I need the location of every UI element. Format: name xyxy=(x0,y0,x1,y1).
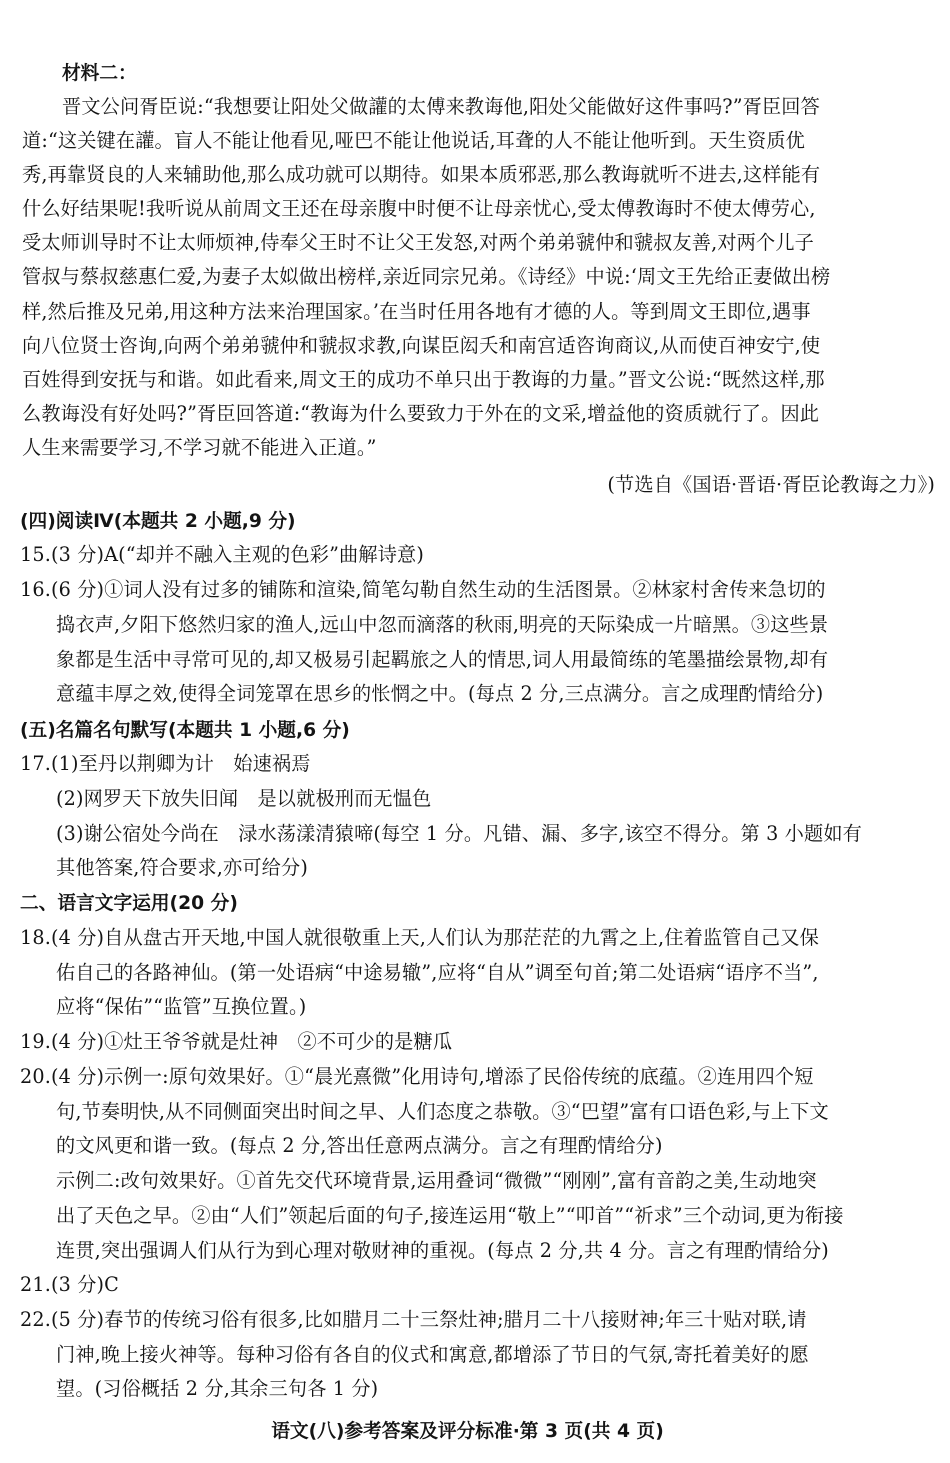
section-5-heading: (五)名篇名句默写(本题共 1 小题,6 分) xyxy=(20,719,350,741)
answer-17-line: (3)谢公宿处今尚在 渌水荡漾清猿啼(每空 1 分。凡错、漏、多字,该空不得分。第 3 小题如有 xyxy=(56,822,862,845)
material-2-line: 道:“这关键在讙。盲人不能让他看见,哑巴不能让他说话,耳聋的人不能让他听到。天生资质优 xyxy=(22,129,805,152)
answer-15: 15.(3 分)A(“却并不融入主观的色彩”曲解诗意) xyxy=(20,543,425,566)
answer-17-line: 其他答案,符合要求,亦可给分) xyxy=(56,856,308,879)
material-2-line: 百姓得到安抚与和谐。如此看来,周文王的成功不单只出于教诲的力量。”晋文公说:“既然这样,那 xyxy=(22,368,825,391)
page-footer: 语文(八)参考答案及评分标准·第 3 页(共 4 页) xyxy=(271,1420,664,1442)
answer-16-line: 象都是生活中寻常可见的,却又极易引起羁旅之人的情思,词人用最简练的笔墨描绘景物,却有 xyxy=(56,648,829,671)
answer-20-line: 20.(4 分)示例一:原句效果好。①“晨光熹微”化用诗句,增添了民俗传统的底蕴。②连用四个短 xyxy=(20,1065,814,1088)
answer-20-line: 出了天色之早。②由“人们”领起后面的句子,接连运用“敬上”“叩首”“祈求”三个动词,更为衔接 xyxy=(56,1204,844,1227)
answer-20-line: 连贯,突出强调人们从行为到心理对敬财神的重视。(每点 2 分,共 4 分。言之有理酌情给分) xyxy=(56,1239,829,1262)
material-2-line: 向八位贤士咨询,向两个弟弟虢仲和虢叔求教,向谋臣闳夭和南宫适咨询商议,从而使百神安宁,使 xyxy=(22,334,821,357)
answer-16-line: 意蕴丰厚之效,使得全词笼罩在思乡的怅惘之中。(每点 2 分,三点满分。言之成理酌情给分) xyxy=(56,682,824,705)
part-2-heading: 二、语言文字运用(20 分) xyxy=(20,892,238,914)
answer-21: 21.(3 分)C xyxy=(20,1273,119,1296)
section-4-heading: (四)阅读Ⅳ(本题共 2 小题,9 分) xyxy=(20,510,296,532)
material-2-line: 秀,再靠贤良的人来辅助他,那么成功就可以期待。如果本质邪恶,那么教诲就听不进去,这样能有 xyxy=(22,163,821,186)
answer-18-line: 佑自己的各路神仙。(第一处语病“中途易辙”,应将“自从”调至句首;第二处语病“语序不当”, xyxy=(56,961,819,984)
answer-20-line: 示例二:改句效果好。①首先交代环境背景,运用叠词“微微”“刚刚”,富有音韵之美,生动地突 xyxy=(56,1169,817,1192)
answer-17-line: 17.(1)至丹以荆卿为计 始速祸焉 xyxy=(20,752,311,775)
material-2-line: 受太师训导时不让太师烦神,侍奉父王时不让父王发怒,对两个弟弟虢仲和虢叔友善,对两个儿子 xyxy=(22,231,815,254)
answer-18-line: 应将“保佑”“监管”互换位置。) xyxy=(56,995,307,1018)
material-2-line: 人生来需要学习,不学习就不能进入正道。” xyxy=(22,436,377,459)
answer-22-line: 望。(习俗概括 2 分,其余三句各 1 分) xyxy=(56,1377,379,1400)
answer-16-line: 16.(6 分)①词人没有过多的铺陈和渲染,简笔勾勒自然生动的生活图景。②林家村舍传来急切的 xyxy=(20,578,826,601)
answer-20-line: 的文风更和谐一致。(每点 2 分,答出任意两点满分。言之有理酌情给分) xyxy=(56,1134,663,1157)
answer-16-line: 捣衣声,夕阳下悠然归家的渔人,远山中忽而滴落的秋雨,明亮的天际染成一片暗黑。③这些景 xyxy=(56,613,829,636)
material-2-line: 晋文公问胥臣说:“我想要让阳处父做讙的太傅来教诲他,阳处父能做好这件事吗?”胥臣回答 xyxy=(62,95,820,118)
answer-18-line: 18.(4 分)自从盘古开天地,中国人就很敬重上天,人们认为那茫茫的九霄之上,住着监管自己又保 xyxy=(20,926,819,949)
material-2-heading: 材料二： xyxy=(62,62,137,84)
material-2-line: 样,然后推及兄弟,用这种方法来治理国家。’在当时任用各地有才德的人。等到周文王即位,遇事 xyxy=(22,300,811,323)
material-2-line: 么教诲没有好处吗?”胥臣回答道:“教诲为什么要致力于外在的文采,增益他的资质就行了。因此 xyxy=(22,402,820,425)
material-2-line: 管叔与蔡叔慈惠仁爱,为妻子太姒做出榜样,亲近同宗兄弟。《诗经》中说:‘周文王先给正妻做出榜 xyxy=(22,265,831,288)
answer-22-line: 22.(5 分)春节的传统习俗有很多,比如腊月二十三祭灶神;腊月二十八接财神;年三十贴对联,请 xyxy=(20,1308,807,1331)
answer-19: 19.(4 分)①灶王爷爷就是灶神 ②不可少的是糖瓜 xyxy=(20,1030,453,1053)
source-note: (节选自《国语·晋语·胥臣论教诲之力》) xyxy=(607,473,935,496)
answer-22-line: 门神,晚上接火神等。每种习俗有各自的仪式和寓意,都增添了节日的气氛,寄托着美好的愿 xyxy=(56,1343,809,1366)
answer-20-line: 句,节奏明快,从不同侧面突出时间之早、人们态度之恭敬。③“巴望”富有口语色彩,与上下文 xyxy=(56,1100,829,1123)
answer-17-line: (2)网罗天下放失旧闻 是以就极刑而无愠色 xyxy=(56,787,432,810)
material-2-line: 什么好结果呢!我听说从前周文王还在母亲腹中时便不让母亲忧心,受太傅教诲时不使太傅劳心, xyxy=(22,197,816,220)
